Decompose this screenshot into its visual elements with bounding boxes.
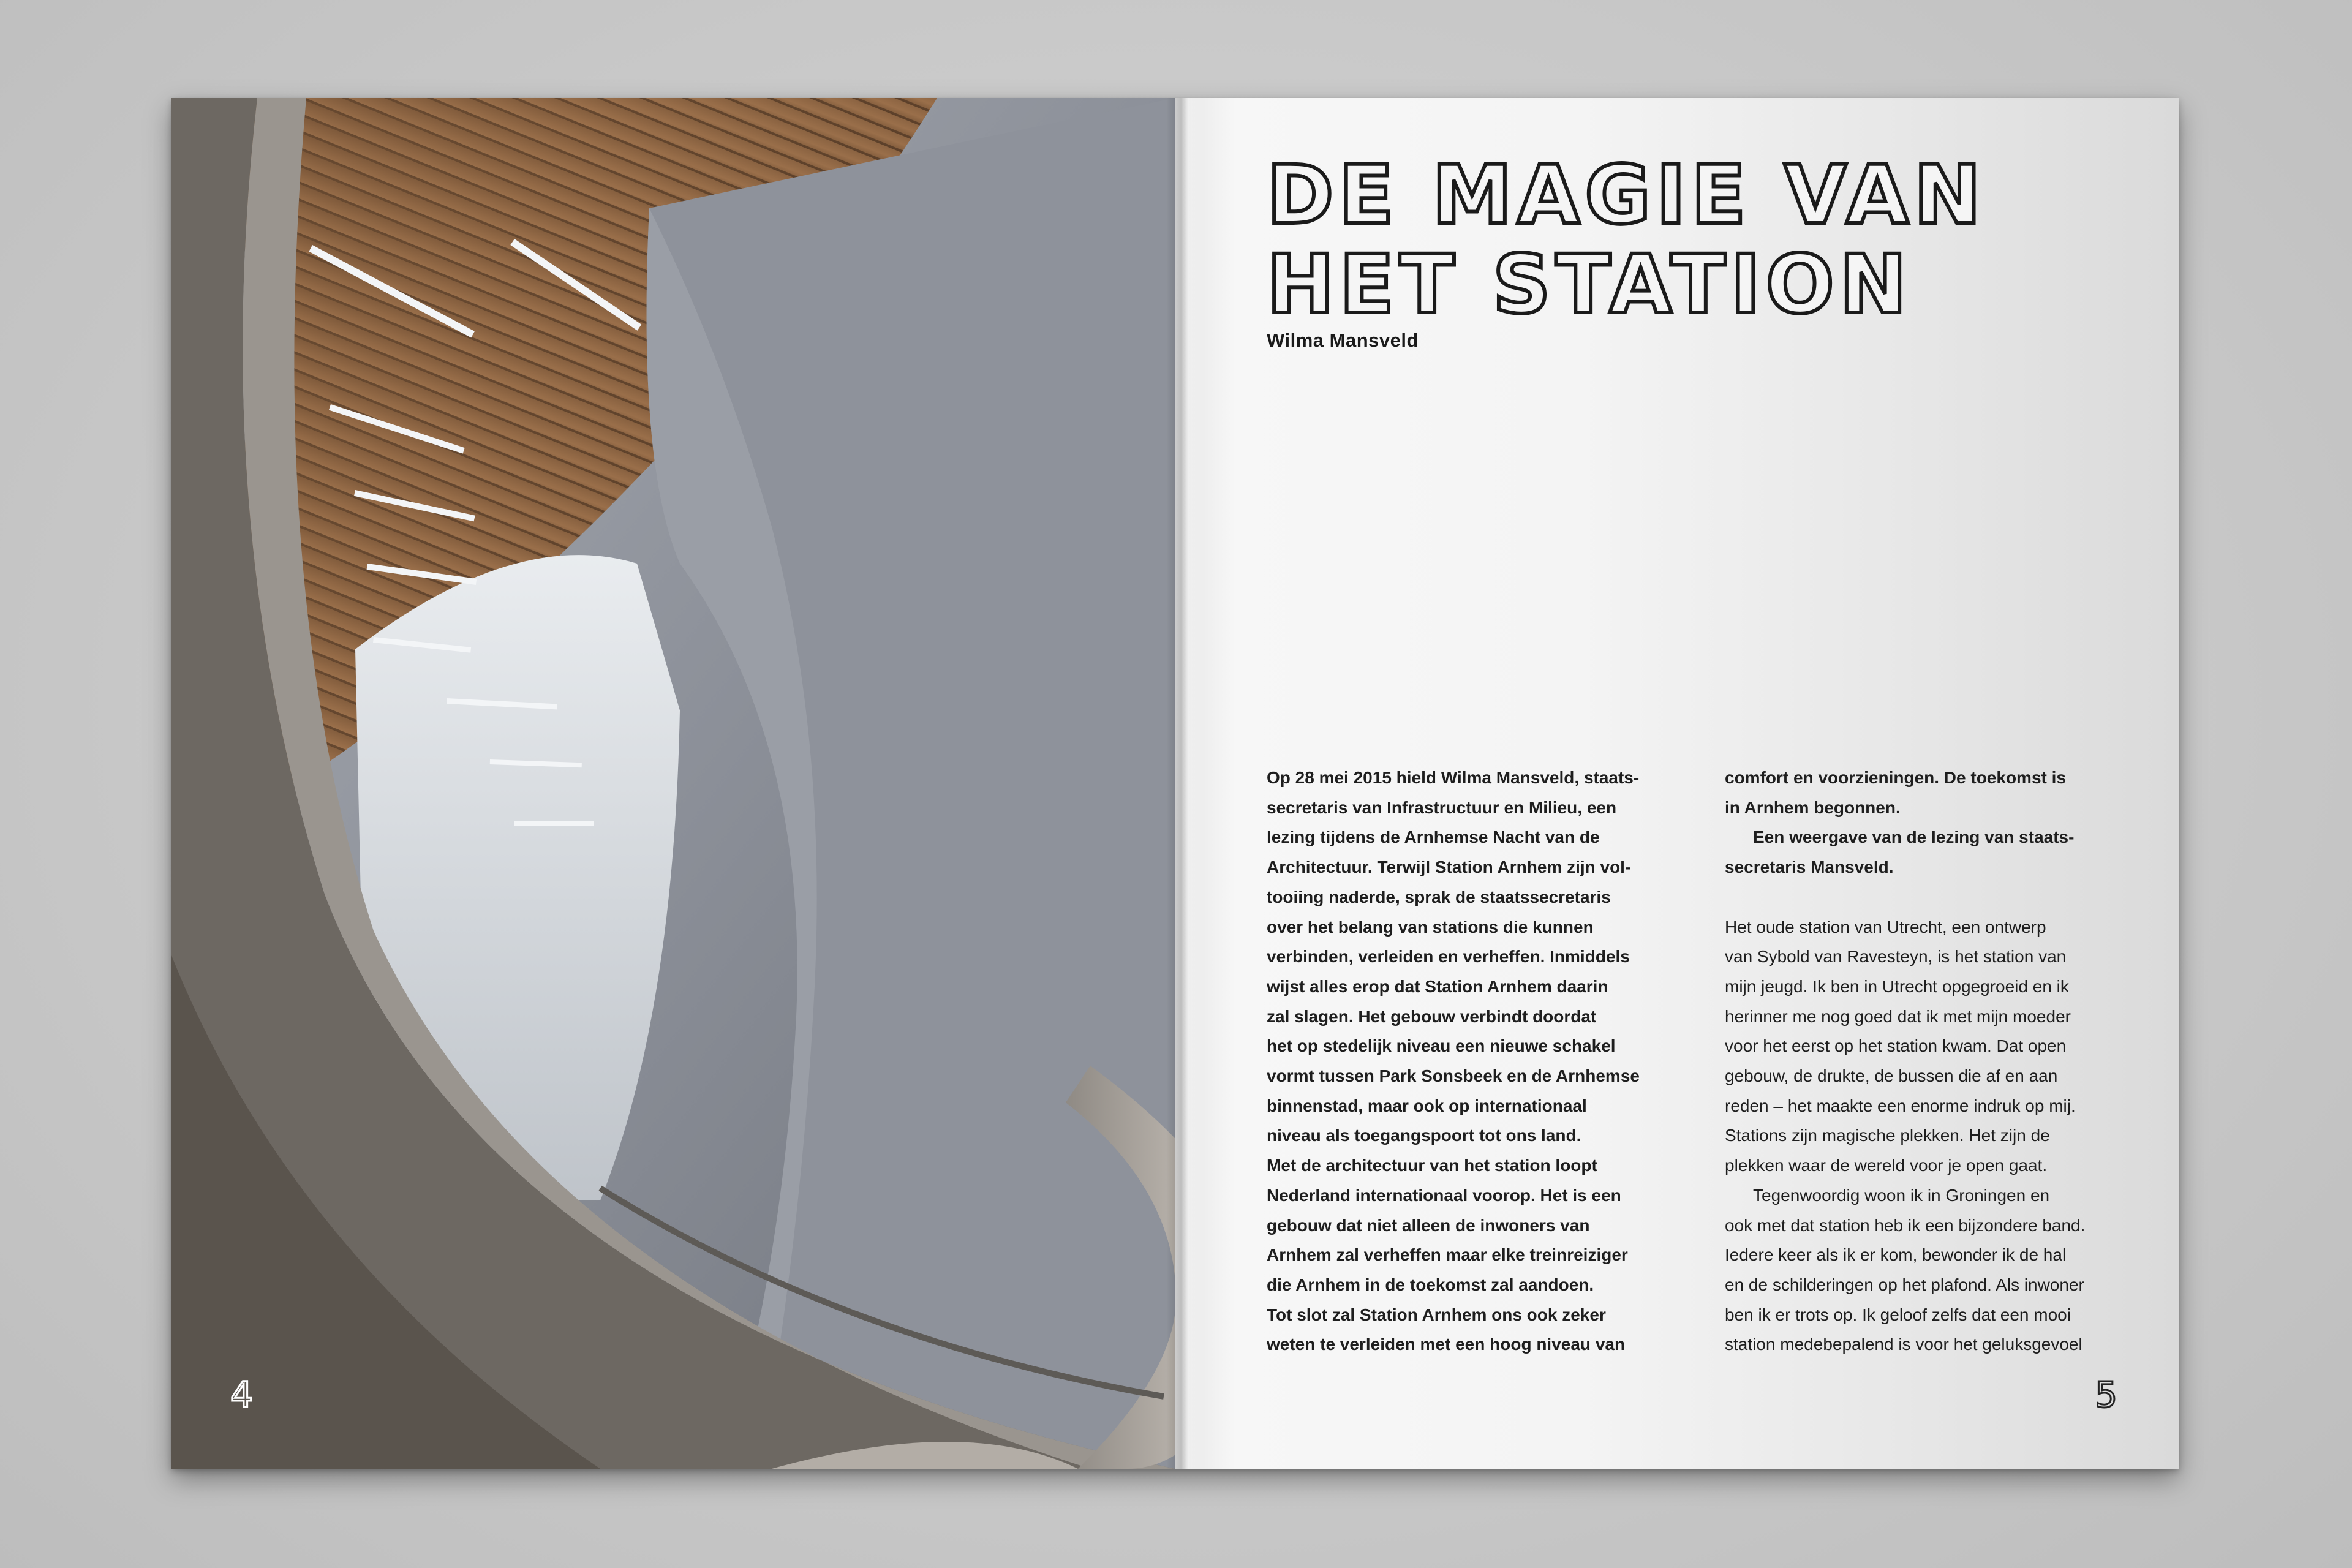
text-line: in Arnhem begonnen. — [1725, 797, 1901, 817]
text-line: Op 28 mei 2015 hield Wilma Mansveld, staats- — [1267, 768, 1640, 787]
magazine-spread — [172, 98, 2179, 1469]
title-line-2: HET STATION — [1267, 238, 1912, 332]
text-line: het op stedelijk niveau een nieuwe schakel — [1267, 1036, 1616, 1056]
text-line: binnenstad, maar ook op internationaal — [1267, 1096, 1587, 1115]
text-line: lezing tijdens de Arnhemse Nacht van de — [1267, 827, 1600, 847]
text-line: mijn jeugd. Ik ben in Utrecht opgegroeid en ik — [1725, 976, 2069, 996]
text-line: Nederland internationaal voorop. Het is een — [1267, 1185, 1621, 1205]
author-byline: Wilma Mansveld — [1267, 330, 1419, 351]
text-column-2 — [1725, 763, 2154, 1360]
text-line: gebouw dat niet alleen de inwoners van — [1267, 1215, 1590, 1235]
paragraph-gap — [1725, 883, 2154, 913]
text-line: station medebepalend is voor het geluksgevoel — [1725, 1335, 2082, 1354]
text-line: Iedere keer als ik er kom, bewonder ik de hal — [1725, 1245, 2067, 1265]
left-page — [172, 98, 1175, 1469]
text-line: Architectuur. Terwijl Station Arnhem zijn vol- — [1267, 858, 1631, 877]
text-line: en de schilderingen op het plafond. Als inwoner — [1725, 1275, 2084, 1294]
title-line-1: DE MAGIE VAN — [1267, 148, 1986, 243]
text-line: over het belang van stations die kunnen — [1267, 917, 1594, 937]
text-line: van Sybold van Ravesteyn, is het station van — [1725, 947, 2067, 967]
text-line: vormt tussen Park Sonsbeek en de Arnhemse — [1267, 1066, 1640, 1086]
text-line: Tot slot zal Station Arnhem ons ook zeker — [1267, 1305, 1606, 1324]
text-line: Tegenwoordig woon ik in Groningen en — [1753, 1185, 2050, 1205]
text-line: niveau als toegangspoort tot ons land. — [1267, 1126, 1581, 1145]
text-line: die Arnhem in de toekomst zal aandoen. — [1267, 1275, 1594, 1294]
right-page — [1175, 98, 2179, 1469]
text-line: weten te verleiden met een hoog niveau van — [1267, 1335, 1626, 1354]
text-line: ben ik er trots op. Ik geloof zelfs dat een mooi — [1725, 1305, 2071, 1324]
text-line: voor het eerst op het station kwam. Dat open — [1725, 1036, 2067, 1056]
text-line: tooiing naderde, sprak de staatssecretaris — [1267, 887, 1611, 907]
text-line: secretaris Mansveld. — [1725, 858, 1894, 877]
text-line: herinner me nog goed dat ik met mijn moeder — [1725, 1006, 2071, 1026]
text-line: gebouw, de drukte, de bussen die af en aan — [1725, 1066, 2058, 1086]
text-line: secretaris van Infrastructuur en Milieu, een — [1267, 797, 1617, 817]
page-number: 5 — [2095, 1374, 2117, 1415]
station-interior-photo — [172, 98, 1175, 1469]
text-line: Een weergave van de lezing van staats- — [1753, 827, 2075, 847]
text-line: plekken waar de wereld voor je open gaat. — [1725, 1156, 2048, 1175]
text-line: Stations zijn magische plekken. Het zijn de — [1725, 1126, 2050, 1145]
article-title — [1267, 148, 1986, 332]
text-column-1 — [1267, 763, 1683, 1360]
text-line: Met de architectuur van het station loopt — [1267, 1156, 1597, 1175]
text-line: zal slagen. Het gebouw verbindt doordat — [1267, 1006, 1597, 1026]
page-number: 4 — [230, 1374, 253, 1415]
text-line: wijst alles erop dat Station Arnhem daarin — [1267, 976, 1608, 996]
text-line: verbinden, verleiden en verheffen. Inmiddels — [1267, 947, 1630, 967]
text-line: reden – het maakte een enorme indruk op mij. — [1725, 1096, 2076, 1115]
text-line: comfort en voorzieningen. De toekomst is — [1725, 768, 2066, 787]
text-line: Het oude station van Utrecht, een ontwerp — [1725, 917, 2046, 937]
text-line: Arnhem zal verheffen maar elke treinreiziger — [1267, 1245, 1628, 1265]
text-line: ook met dat station heb ik een bijzondere band. — [1725, 1215, 2086, 1235]
